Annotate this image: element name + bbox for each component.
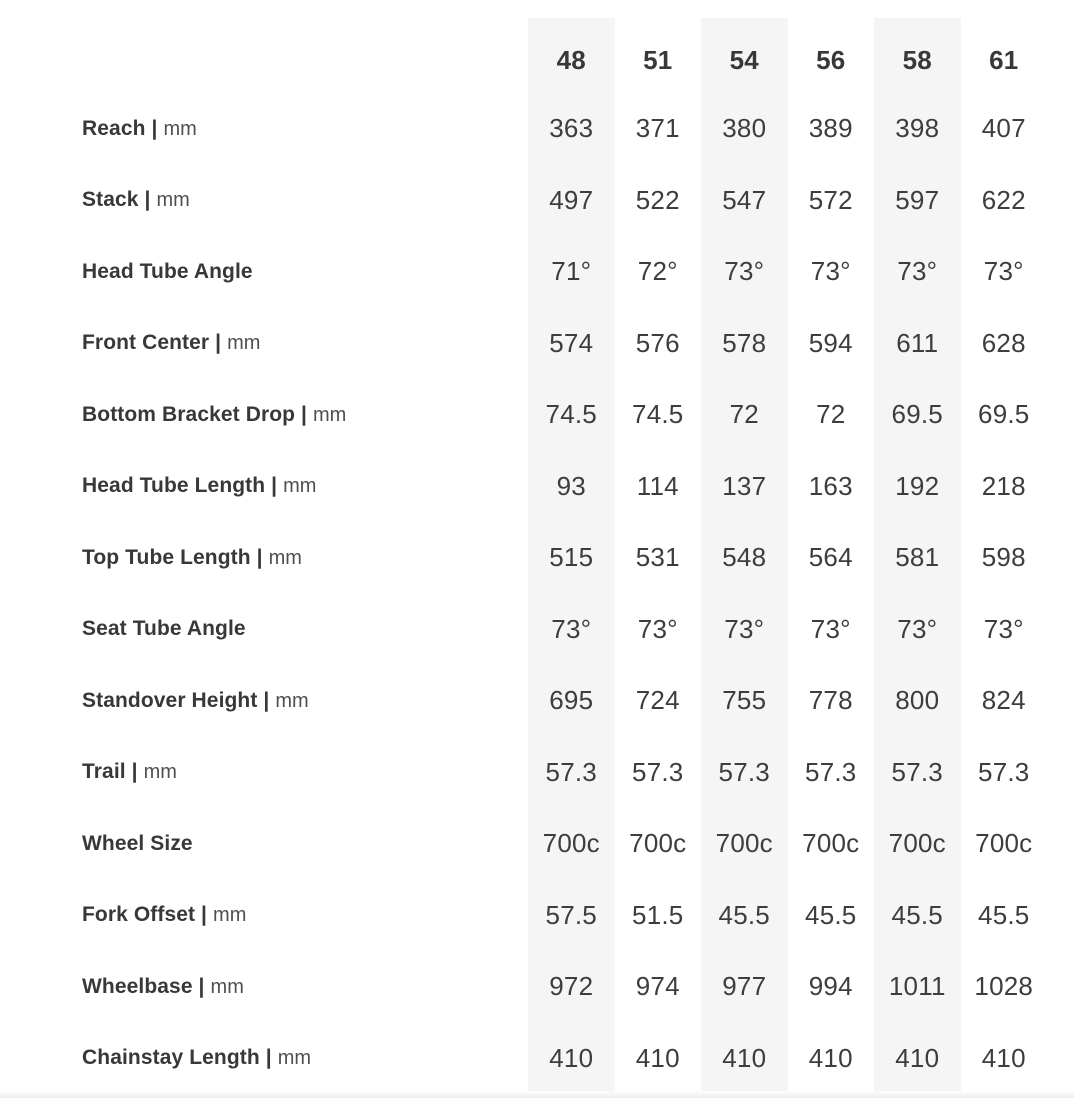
row-unit: mm bbox=[210, 975, 244, 998]
value-cell: 497 bbox=[549, 184, 594, 215]
value-cell: 974 bbox=[635, 971, 680, 1002]
value-cell: 192 bbox=[895, 470, 940, 501]
value-cell: 73° bbox=[983, 256, 1024, 287]
table-row bbox=[0, 737, 1047, 809]
value-cell: 163 bbox=[808, 470, 853, 501]
value-cell: 371 bbox=[635, 113, 680, 144]
value-cell: 71° bbox=[551, 256, 592, 287]
value-cell: 218 bbox=[981, 470, 1026, 501]
value-cell: 45.5 bbox=[891, 899, 943, 930]
value-cell: 72 bbox=[816, 399, 846, 430]
row-label: Fork Offset | bbox=[82, 903, 208, 927]
value-cell: 72° bbox=[637, 256, 678, 287]
row-unit: mm bbox=[163, 117, 197, 140]
table-row bbox=[0, 308, 1047, 380]
row-label: Chainstay Length | bbox=[82, 1046, 272, 1070]
value-cell: 363 bbox=[549, 113, 594, 144]
value-cell: 72 bbox=[729, 399, 759, 430]
value-cell: 410 bbox=[981, 1042, 1026, 1073]
value-cell: 972 bbox=[549, 971, 594, 1002]
value-cell: 1011 bbox=[888, 971, 946, 1002]
bottom-fade-divider bbox=[0, 1090, 1074, 1098]
row-label-cell bbox=[0, 832, 528, 856]
value-cell: 572 bbox=[808, 184, 853, 215]
table-row bbox=[0, 522, 1047, 594]
table-row bbox=[0, 808, 1047, 880]
table-row bbox=[0, 379, 1047, 451]
table-row bbox=[0, 594, 1047, 666]
size-column-header: 48 bbox=[556, 45, 586, 75]
value-cell: 389 bbox=[808, 113, 853, 144]
value-cell: 410 bbox=[808, 1042, 853, 1073]
row-unit: mm bbox=[275, 689, 309, 712]
row-label-cell bbox=[0, 403, 528, 427]
value-cell: 45.5 bbox=[718, 899, 770, 930]
table-row bbox=[0, 165, 1047, 237]
value-cell: 531 bbox=[635, 542, 680, 573]
value-cell: 398 bbox=[895, 113, 940, 144]
value-cell: 700c bbox=[542, 828, 600, 859]
value-cell: 73° bbox=[637, 613, 678, 644]
row-label-cell bbox=[0, 1046, 528, 1070]
value-cell: 597 bbox=[895, 184, 940, 215]
value-cell: 548 bbox=[722, 542, 767, 573]
value-cell: 410 bbox=[549, 1042, 594, 1073]
value-cell: 598 bbox=[981, 542, 1026, 573]
value-cell: 611 bbox=[896, 327, 939, 358]
value-cell: 755 bbox=[722, 685, 767, 716]
value-cell: 724 bbox=[635, 685, 680, 716]
value-cell: 57.3 bbox=[545, 756, 597, 787]
table-row bbox=[0, 1023, 1047, 1095]
row-label: Wheelbase | bbox=[82, 974, 205, 998]
value-cell: 581 bbox=[895, 542, 940, 573]
row-label-cell bbox=[0, 903, 528, 927]
value-cell: 977 bbox=[722, 971, 767, 1002]
value-cell: 700c bbox=[802, 828, 860, 859]
value-cell: 700c bbox=[888, 828, 946, 859]
row-label: Head Tube Length | bbox=[82, 474, 278, 498]
value-cell: 994 bbox=[808, 971, 853, 1002]
table-row bbox=[0, 880, 1047, 952]
value-cell: 74.5 bbox=[545, 399, 597, 430]
value-cell: 57.3 bbox=[805, 756, 857, 787]
value-cell: 69.5 bbox=[978, 399, 1030, 430]
value-cell: 45.5 bbox=[978, 899, 1030, 930]
table-row bbox=[0, 665, 1047, 737]
size-column-header: 54 bbox=[729, 45, 759, 75]
value-cell: 1028 bbox=[974, 971, 1034, 1002]
value-cell: 57.5 bbox=[545, 899, 597, 930]
value-cell: 410 bbox=[635, 1042, 680, 1073]
value-cell: 114 bbox=[636, 470, 679, 501]
row-label: Stack | bbox=[82, 188, 151, 212]
value-cell: 73° bbox=[724, 256, 765, 287]
table-row bbox=[0, 451, 1047, 523]
table-row bbox=[0, 93, 1047, 165]
value-cell: 622 bbox=[981, 184, 1026, 215]
row-unit: mm bbox=[227, 332, 261, 355]
row-label: Trail | bbox=[82, 760, 138, 784]
value-cell: 73° bbox=[810, 613, 851, 644]
value-cell: 57.3 bbox=[632, 756, 684, 787]
value-cell: 700c bbox=[975, 828, 1033, 859]
row-label: Head Tube Angle bbox=[82, 259, 253, 283]
row-label-cell bbox=[0, 188, 528, 212]
value-cell: 547 bbox=[722, 184, 767, 215]
row-label: Reach | bbox=[82, 116, 158, 140]
value-cell: 407 bbox=[981, 113, 1026, 144]
value-cell: 824 bbox=[981, 685, 1026, 716]
value-cell: 574 bbox=[549, 327, 594, 358]
value-cell: 57.3 bbox=[978, 756, 1030, 787]
size-column-header: 61 bbox=[989, 45, 1019, 75]
value-cell: 576 bbox=[635, 327, 680, 358]
value-cell: 57.3 bbox=[891, 756, 943, 787]
table-row bbox=[0, 951, 1047, 1023]
size-column-header: 56 bbox=[816, 45, 846, 75]
row-label-cell bbox=[0, 474, 528, 498]
value-cell: 800 bbox=[895, 685, 940, 716]
value-cell: 51.5 bbox=[632, 899, 684, 930]
geometry-grid bbox=[0, 18, 1047, 1094]
size-column-header: 51 bbox=[643, 45, 673, 75]
row-unit: mm bbox=[143, 761, 177, 784]
value-cell: 74.5 bbox=[632, 399, 684, 430]
row-label-cell bbox=[0, 617, 528, 641]
row-label: Wheel Size bbox=[82, 831, 193, 855]
row-unit: mm bbox=[213, 904, 247, 927]
value-cell: 57.3 bbox=[718, 756, 770, 787]
table-row bbox=[0, 236, 1047, 308]
value-cell: 410 bbox=[722, 1042, 767, 1073]
value-cell: 73° bbox=[724, 613, 765, 644]
row-label-cell bbox=[0, 260, 528, 284]
value-cell: 45.5 bbox=[805, 899, 857, 930]
value-cell: 695 bbox=[549, 685, 594, 716]
row-label-cell bbox=[0, 975, 528, 999]
row-label-cell bbox=[0, 546, 528, 570]
value-cell: 515 bbox=[549, 542, 594, 573]
value-cell: 93 bbox=[556, 470, 586, 501]
row-unit: mm bbox=[313, 403, 347, 426]
row-unit: mm bbox=[268, 546, 302, 569]
row-label-cell bbox=[0, 689, 528, 713]
row-label-cell bbox=[0, 760, 528, 784]
value-cell: 700c bbox=[629, 828, 687, 859]
value-cell: 564 bbox=[808, 542, 853, 573]
value-cell: 73° bbox=[897, 613, 938, 644]
row-label: Front Center | bbox=[82, 331, 222, 355]
row-label-cell bbox=[0, 117, 528, 141]
value-cell: 700c bbox=[715, 828, 773, 859]
row-unit: mm bbox=[277, 1047, 312, 1070]
value-cell: 522 bbox=[635, 184, 680, 215]
row-label: Bottom Bracket Drop | bbox=[82, 402, 307, 426]
row-label-cell bbox=[0, 331, 528, 355]
row-unit: mm bbox=[156, 189, 190, 212]
value-cell: 73° bbox=[897, 256, 938, 287]
value-cell: 578 bbox=[722, 327, 767, 358]
value-cell: 380 bbox=[722, 113, 767, 144]
row-label: Top Tube Length | bbox=[82, 545, 263, 569]
value-cell: 73° bbox=[551, 613, 592, 644]
value-cell: 628 bbox=[981, 327, 1026, 358]
row-unit: mm bbox=[283, 475, 317, 498]
value-cell: 73° bbox=[810, 256, 851, 287]
value-cell: 137 bbox=[722, 470, 767, 501]
row-label: Seat Tube Angle bbox=[82, 617, 246, 641]
value-cell: 410 bbox=[895, 1042, 940, 1073]
value-cell: 73° bbox=[983, 613, 1024, 644]
value-cell: 594 bbox=[808, 327, 853, 358]
size-column-header: 58 bbox=[902, 45, 932, 75]
value-cell: 69.5 bbox=[891, 399, 943, 430]
row-label: Standover Height | bbox=[82, 688, 270, 712]
size-header-row bbox=[0, 18, 1047, 93]
value-cell: 778 bbox=[808, 685, 853, 716]
